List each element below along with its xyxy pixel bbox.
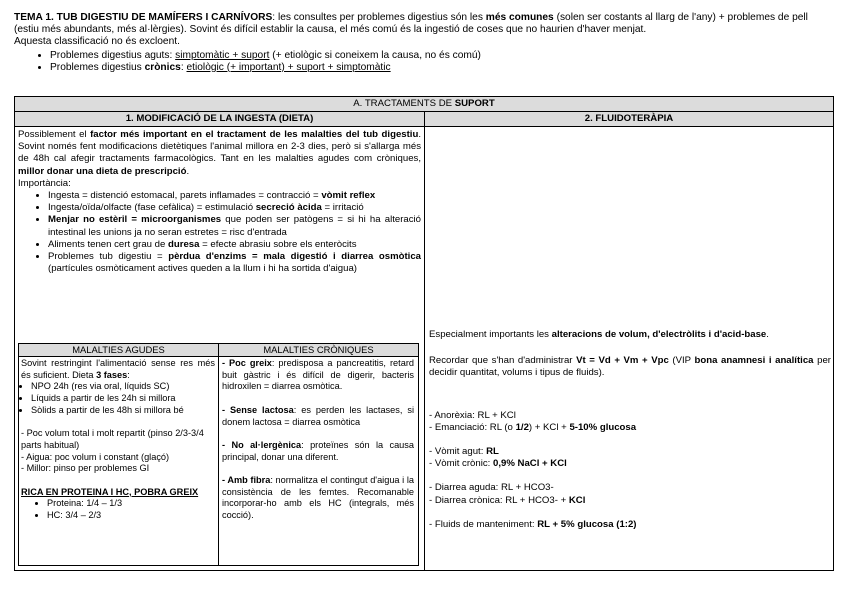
text: : normalitza el contingut d'aigua i la consistència de les femtes. Recomanable incorporar-ho amb els HC (integrals, més cocció). bbox=[222, 474, 414, 521]
text: (VIP bbox=[668, 355, 695, 367]
fluid-therapy-column bbox=[429, 329, 831, 531]
fluid-line bbox=[429, 495, 831, 507]
intro-note: Aquesta classificació no és excloent. bbox=[14, 36, 180, 48]
text: (partícules osmòticament actives queden a la llum i hi ha sortida d'aigua) bbox=[48, 263, 357, 275]
text: : es perden les lactases, si donem lactosa = diarrea osmòtica bbox=[222, 404, 415, 427]
text: Recordar que s'han d'administrar bbox=[429, 355, 577, 367]
bold-text: - Sense lactosa bbox=[222, 404, 294, 415]
text: : predisposa a pancreatitis, retard buit gàstric i és difícil de digerir, bacteris hidroxilen = diarrea osmòtica. bbox=[222, 358, 414, 392]
list-item bbox=[48, 190, 421, 202]
bold-text: secreció àcida bbox=[255, 202, 322, 214]
acute-column bbox=[21, 358, 215, 522]
table-title bbox=[15, 97, 833, 112]
bold-text: crònics bbox=[144, 61, 181, 73]
spacer bbox=[429, 470, 831, 482]
text: que poden ser patògens = si hi ha alteració intestinal les unions ja no seran estretes = risc d'entrada bbox=[48, 214, 421, 238]
acute-intro bbox=[21, 358, 215, 381]
bold-underlined-text: RICA EN PROTEINA I HC, POBRA GREIX bbox=[21, 486, 199, 497]
fluid-line: - Anorèxia: RL + KCl bbox=[429, 409, 516, 421]
text: (+ etiològic si coneixem la causa, no és comú) bbox=[269, 49, 481, 61]
chronic-item bbox=[222, 440, 414, 463]
list-item bbox=[48, 251, 421, 275]
spacer bbox=[222, 428, 414, 440]
text: Especialment importants les bbox=[429, 329, 552, 340]
list-item: • Líquids a partir de les 24h si millora bbox=[31, 393, 215, 405]
header-acute: MALALTIES AGUDES bbox=[19, 344, 219, 356]
bold-text: - No al·lergènica bbox=[222, 439, 302, 450]
intro-text: (solen ser costants al llarg de l'any) + problemes de pell (estiu més abundants, més al·lèrgies). Sovint és difícil establir la causa, el més comú és la ingestió de coses que no haurien d'haver menjat. bbox=[14, 12, 808, 36]
text: Aliments tenen cert grau de bbox=[48, 238, 168, 250]
fluid-line bbox=[429, 458, 831, 470]
header-diet: 1. MODIFICACIÓ DE LA INGESTA (DIETA) bbox=[15, 112, 425, 126]
list-item: • NPO 24h (res via oral, líquids SC) bbox=[31, 381, 215, 393]
text: : bbox=[180, 61, 187, 73]
subtable-divider bbox=[218, 356, 219, 565]
text: - Vòmit crònic: bbox=[429, 458, 493, 470]
spacer bbox=[222, 463, 414, 475]
list-item bbox=[48, 214, 421, 238]
acute-line: - Aigua: poc volum i constant (glaçó) bbox=[21, 451, 170, 462]
chronic-item bbox=[222, 475, 414, 522]
text: = efecte abrasiu sobre els enteròcits bbox=[199, 238, 357, 250]
title-text: A. TRACTAMENTS DE bbox=[353, 98, 455, 109]
acute-phases-list bbox=[21, 381, 215, 416]
spacer bbox=[21, 417, 215, 429]
acute-diet-heading bbox=[21, 487, 215, 499]
list-item bbox=[50, 50, 834, 62]
header-fluid-therapy: 2. FLUIDOTERÀPIA bbox=[584, 113, 674, 124]
bold-text: RL + 5% glucosa (1:2) bbox=[537, 518, 637, 530]
bold-text: 1/2 bbox=[515, 421, 529, 433]
spacer bbox=[429, 507, 831, 519]
list-item bbox=[48, 202, 421, 214]
text: Sovint restringint l'alimentació sense res més és suficient. Dieta bbox=[21, 358, 215, 380]
spacer bbox=[429, 341, 831, 355]
table-header-row bbox=[15, 112, 833, 127]
text: Problemes digestius bbox=[50, 61, 145, 73]
text: : proteïnes són la causa principal, donar una diferent. bbox=[222, 439, 414, 462]
chronic-column bbox=[222, 358, 414, 522]
spacer bbox=[429, 380, 831, 410]
list-item bbox=[48, 239, 421, 251]
fluid-paragraph bbox=[429, 329, 831, 341]
bold-text: 0,9% NaCl + KCl bbox=[492, 458, 567, 470]
bold-text: bona anamnesi i analítica bbox=[694, 355, 814, 367]
text: Problemes tub digestiu = bbox=[48, 251, 169, 263]
bold-text: millor donar una dieta de prescripció bbox=[18, 165, 187, 177]
list-item: • Proteina: 1/4 – 1/3 bbox=[47, 498, 215, 510]
text: . bbox=[186, 165, 190, 177]
fluid-line bbox=[429, 422, 831, 434]
bold-text: 3 fases bbox=[96, 369, 128, 380]
text: Problemes digestius aguts: bbox=[50, 49, 176, 61]
fluid-line: - Diarrea aguda: RL + HCO3- bbox=[429, 482, 554, 494]
text: ) + KCl + bbox=[528, 421, 570, 433]
acute-chronic-table bbox=[18, 343, 419, 566]
text: - Vòmit agut: bbox=[429, 446, 487, 458]
importance-list bbox=[18, 190, 421, 275]
text: . bbox=[766, 329, 769, 340]
text: Possiblement el bbox=[18, 129, 91, 140]
support-treatments-table bbox=[14, 96, 834, 571]
bold-text: 5-10% glucosa bbox=[569, 421, 637, 433]
text: per decidir quantitat, volums i tipus de fluids). bbox=[429, 355, 831, 379]
intro-text: : les consultes per problemes digestius són les bbox=[272, 12, 486, 23]
spacer bbox=[429, 434, 831, 446]
bold-text: Menjar no estèril = microorganismes bbox=[48, 214, 222, 226]
text: . Sovint només fent modificacions dietètiques l'animal millora en 2-3 dies, però si s'allarga més de 48h cal afegir tractaments farmacològics. Tant en les malalties agudes com cròniques, bbox=[18, 129, 422, 165]
text: - Emanciació: RL (o bbox=[429, 421, 516, 433]
diet-column bbox=[18, 129, 421, 275]
text: = irritació bbox=[321, 202, 364, 214]
text: : bbox=[127, 369, 130, 380]
underlined-text: etiològic (+ important) + suport + simptomàtic bbox=[186, 61, 391, 73]
column-divider bbox=[424, 126, 425, 570]
bold-text: - Poc greix bbox=[222, 358, 272, 368]
list-item bbox=[50, 62, 834, 74]
bold-text: duresa bbox=[168, 238, 200, 250]
document-intro bbox=[14, 12, 834, 74]
importance-label: Importància: bbox=[18, 177, 71, 189]
intro-bold: més comunes bbox=[485, 12, 554, 23]
spacer bbox=[21, 475, 215, 487]
underlined-text: simptomàtic + suport bbox=[175, 49, 270, 61]
acute-line: - Poc volum total i molt repartit (pinso 2/3-3/4 parts habitual) bbox=[21, 428, 204, 450]
fluid-line bbox=[429, 519, 831, 531]
spacer bbox=[222, 393, 414, 405]
text: - Diarrea crònica: RL + HCO3- + bbox=[429, 494, 569, 506]
diet-paragraph bbox=[18, 129, 421, 178]
bold-text: vòmit reflex bbox=[321, 190, 376, 202]
bold-text: factor més important en el tractament de les malalties del tub digestiu bbox=[90, 129, 419, 140]
title-bold: SUPORT bbox=[454, 98, 495, 109]
intro-paragraph bbox=[14, 12, 834, 36]
chronic-item bbox=[222, 358, 414, 393]
text: Ingesta = distenció estomacal, parets inflamades = contracció = bbox=[48, 190, 322, 202]
bold-text: - Amb fibra bbox=[222, 474, 271, 485]
bold-text: alteracions de volum, d'electròlits i d'acid-base bbox=[551, 329, 767, 340]
macronutrient-list bbox=[21, 498, 215, 521]
bold-text: RL bbox=[486, 446, 499, 458]
intro-list bbox=[14, 50, 834, 74]
list-item: • HC: 3/4 – 2/3 bbox=[47, 510, 215, 522]
fluid-paragraph bbox=[429, 355, 831, 379]
chronic-item bbox=[222, 405, 414, 428]
text: - Fluids de manteniment: bbox=[429, 518, 538, 530]
acute-line: - Millor: pinso per problemes GI bbox=[21, 463, 150, 474]
fluid-line bbox=[429, 446, 831, 458]
topic-title: TEMA 1. TUB DIGESTIU DE MAMÍFERS I CARNÍVORS bbox=[14, 12, 273, 23]
header-chronic: MALALTIES CRÒNIQUES bbox=[263, 344, 374, 355]
bold-text: KCl bbox=[568, 494, 586, 506]
list-item: • Sòlids a partir de les 48h si millora bé bbox=[31, 405, 215, 417]
bold-text: pèrdua d'enzims = mala digestió i diarrea osmòtica bbox=[168, 251, 422, 263]
text: Ingesta/oïda/olfacte (fase cefàlica) = estimulació bbox=[48, 202, 256, 214]
bold-text: Vt = Vd + Vm + Vpc bbox=[576, 355, 669, 367]
